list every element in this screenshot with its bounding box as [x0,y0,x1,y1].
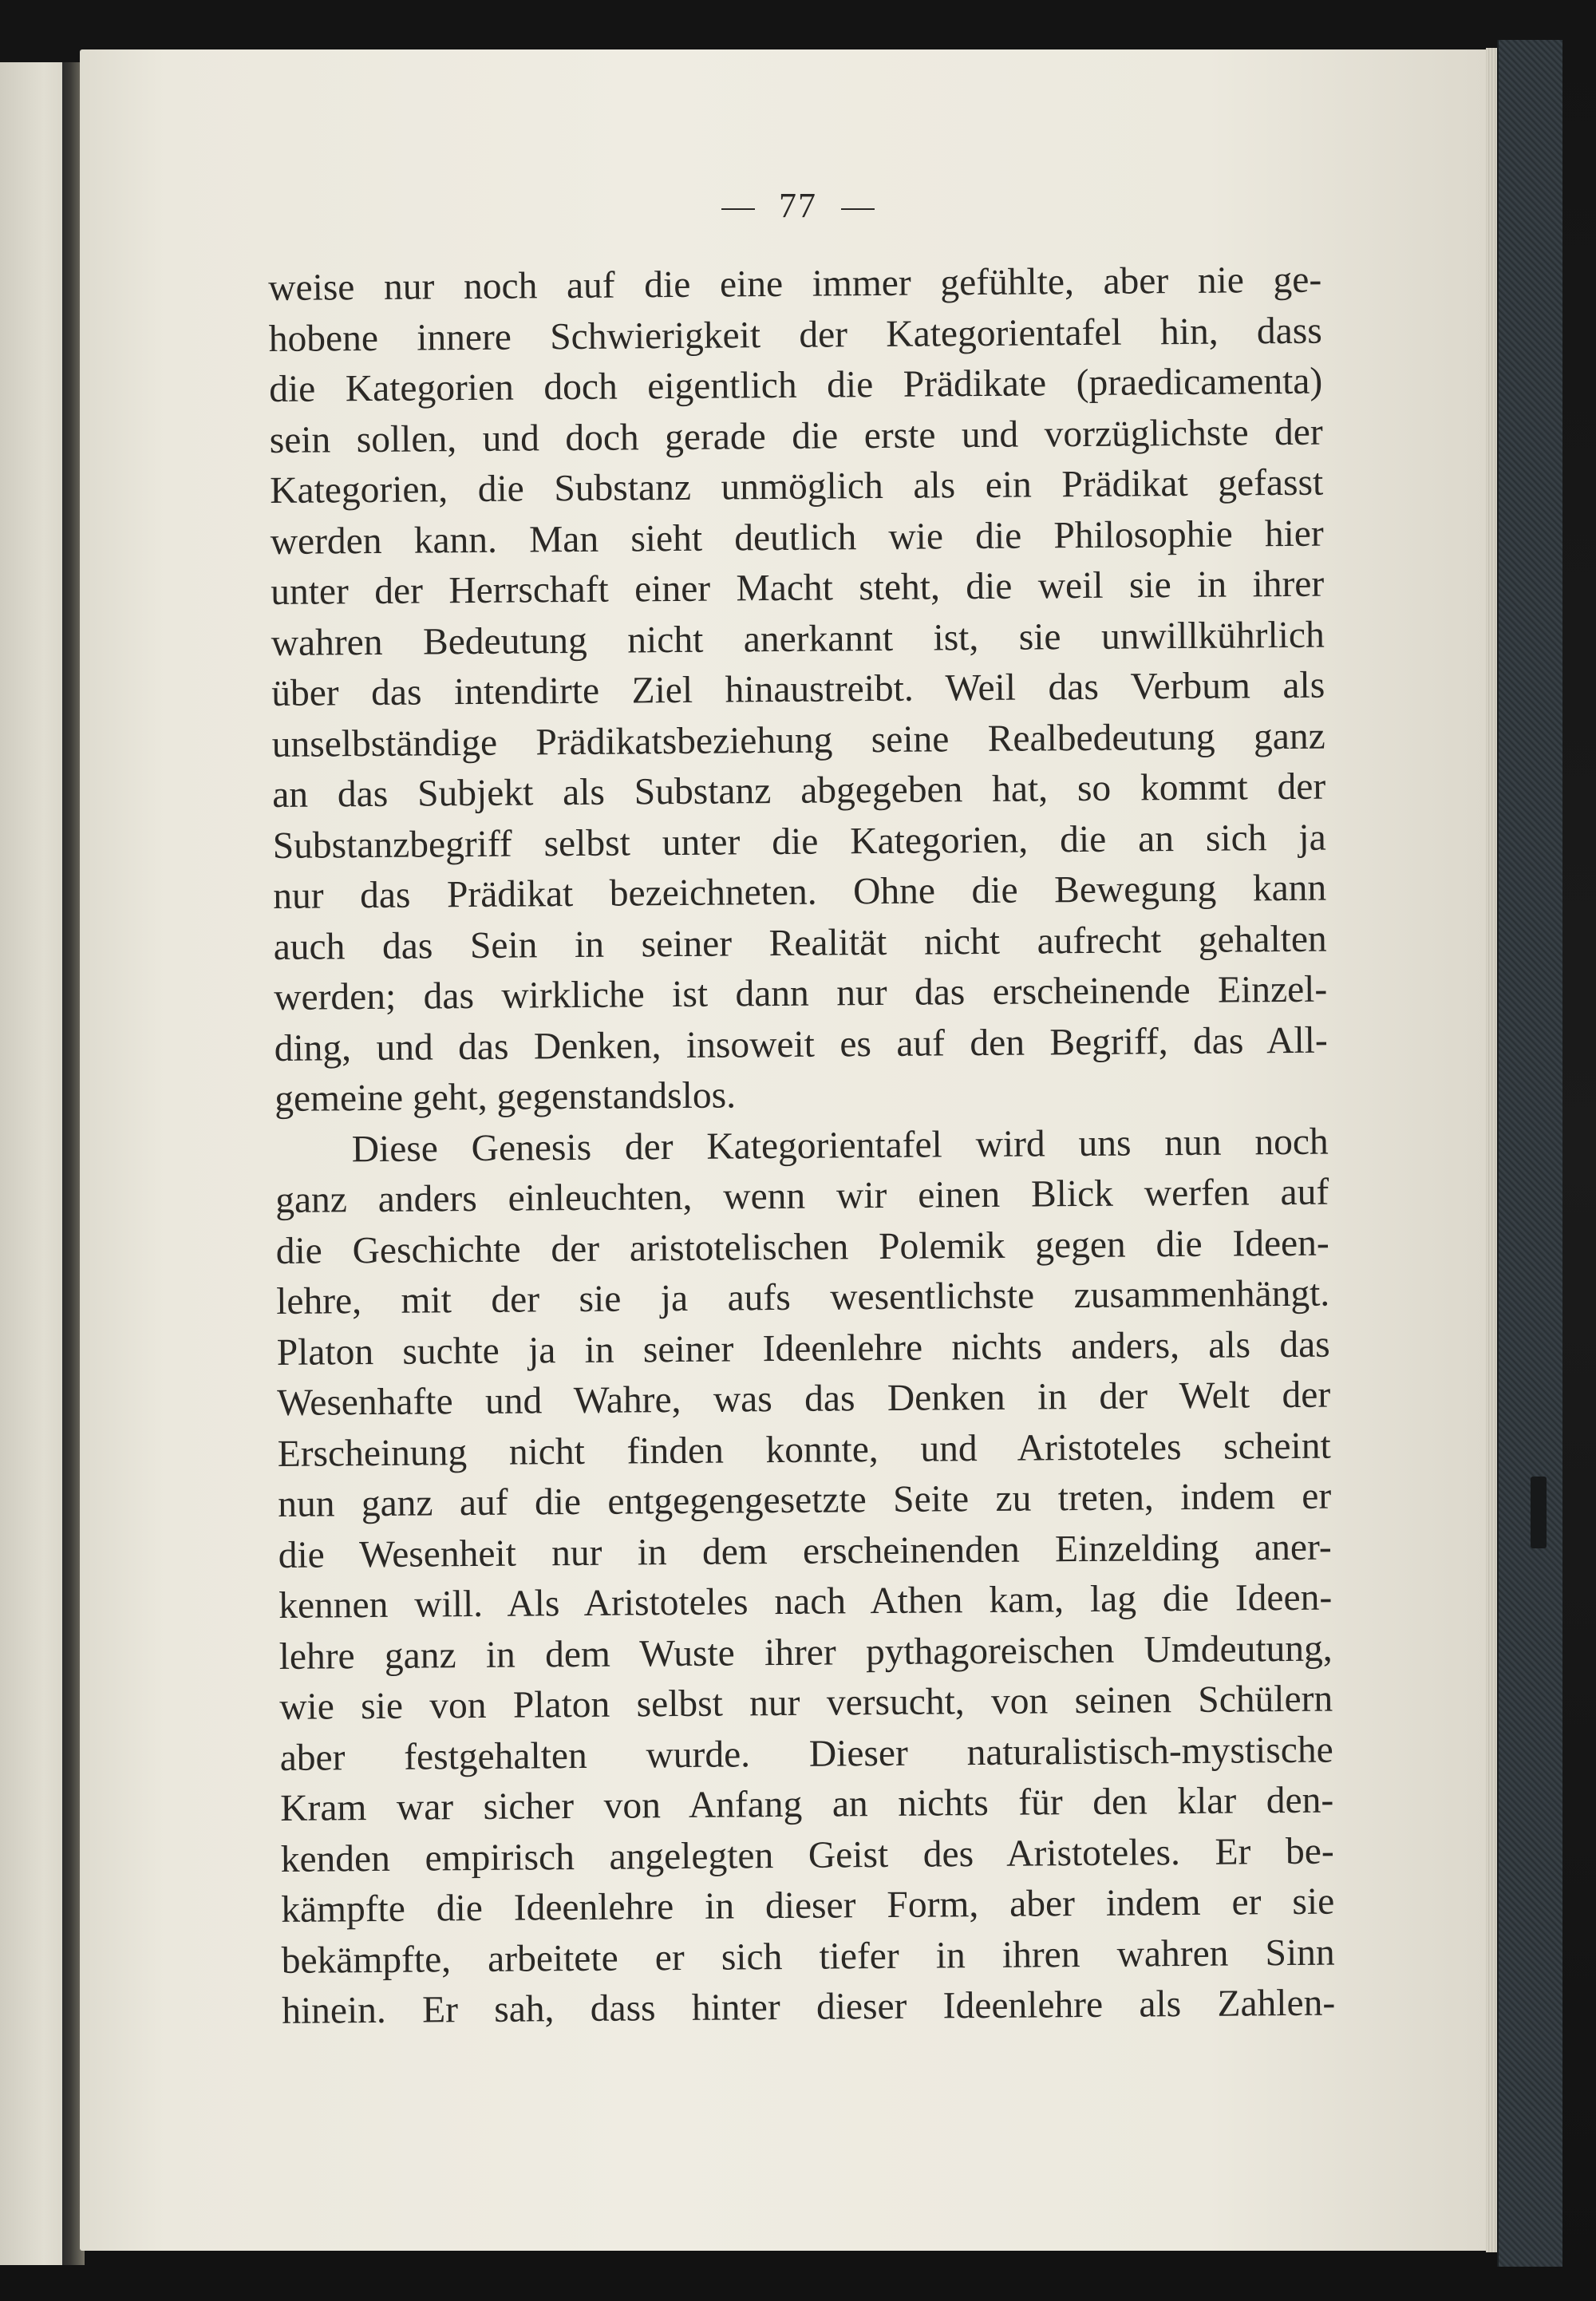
body-text [268,255,1335,2038]
text-line: kennen will. Als Aristoteles nach Athen kam, lag die Ideen- [279,1576,1333,1627]
book-cover [1497,40,1562,2267]
text-line: hobene innere Schwierigkeit der Kategorientafel hin, dass [268,310,1322,360]
text-line: weise nur noch auf die eine immer gefühlte, aber nie ge- [268,259,1322,309]
text-line: an das Subjekt als Substanz abgegeben hat, so kommt der [272,765,1326,816]
text-line: werden kann. Man sieht deutlich wie die Philosophie hier [270,512,1324,563]
cover-clip [1531,1477,1547,1548]
text-line: auch das Sein in seiner Realität nicht aufrecht gehalten [273,918,1327,968]
page-number-dash-right [841,208,875,210]
paragraph-end-line: gemeine geht, gegenstandslos. [275,1074,737,1120]
text-line: aber festgehalten wurde. Dieser naturalistisch-mystische [279,1729,1333,1779]
text-line: kämpfte die Ideenlehre in dieser Form, aber indem er sie [280,1880,1335,1931]
text-line: ding, und das Denken, insoweit es auf den Begriff, das All- [274,1019,1328,1069]
text-line: die Wesenheit nur in dem erscheinenden Einzelding aner- [278,1526,1332,1576]
text-line: die Geschichte der aristotelischen Polemik gegen die Ideen- [275,1222,1329,1272]
text-line: wie sie von Platon selbst nur versucht, von seinen Schülern [279,1678,1333,1728]
text-line: unselbständige Prädikatsbeziehung seine Realbedeutung ganz [271,715,1325,765]
text-line: unter der Herrschaft einer Macht steht, die weil sie in ihrer [271,563,1325,613]
text-line: nur das Prädikat bezeichneten. Ohne die Bewegung kann [273,867,1327,917]
text-line: Substanzbegriff selbst unter die Kategorien, die an sich ja [272,816,1326,867]
text-line: werden; das wirkliche ist dann nur das erscheinende Einzel- [274,968,1328,1018]
paragraph-start-line: Diese Genesis der Kategorientafel wird uns nun noch [351,1121,1329,1170]
text-line: hinein. Er sah, dass hinter dieser Ideenlehre als Zahlen- [281,1982,1336,2032]
text-line: Platon suchte ja in seiner Ideenlehre nichts anders, als das [276,1323,1330,1374]
page-number-value: 77 [779,186,817,225]
text-line: nun ganz auf die entgegengesetzte Seite zu treten, indem er [278,1475,1332,1525]
text-line: Erscheinung nicht finden konnte, und Aristoteles scheint [277,1425,1331,1475]
page-number [0,185,1596,226]
text-line: bekämpfte, arbeitete er sich tiefer in ihren wahren Sinn [281,1931,1335,1982]
text-line: ganz anders einleuchten, wenn wir einen Blick werfen auf [275,1171,1329,1221]
text-line: Kategorien, die Substanz unmöglich als ein Prädikat gefasst [270,461,1324,512]
text-line: Kram war sicher von Anfang an nichts für den klar den- [280,1779,1334,1829]
page-number-dash-left [721,208,755,210]
text-line: kenden empirisch angelegten Geist des Aristoteles. Er be- [280,1830,1334,1880]
text-line: wahren Bedeutung nicht anerkannt ist, sie unwillkührlich [271,614,1325,664]
text-line: Wesenhafte und Wahre, was das Denken in der Welt der [277,1374,1331,1424]
text-line: über das intendirte Ziel hinaustreibt. Weil das Verbum als [271,664,1325,714]
text-line: lehre, mit der sie ja aufs wesentlichste zusammenhängt. [276,1272,1330,1322]
text-line: die Kategorien doch eigentlich die Prädikate (praedicamenta) [269,360,1323,410]
text-line: sein sollen, und doch gerade die erste und vorzüglichste der [269,411,1323,461]
text-line: lehre ganz in dem Wuste ihrer pythagoreischen Umdeutung, [279,1627,1333,1678]
